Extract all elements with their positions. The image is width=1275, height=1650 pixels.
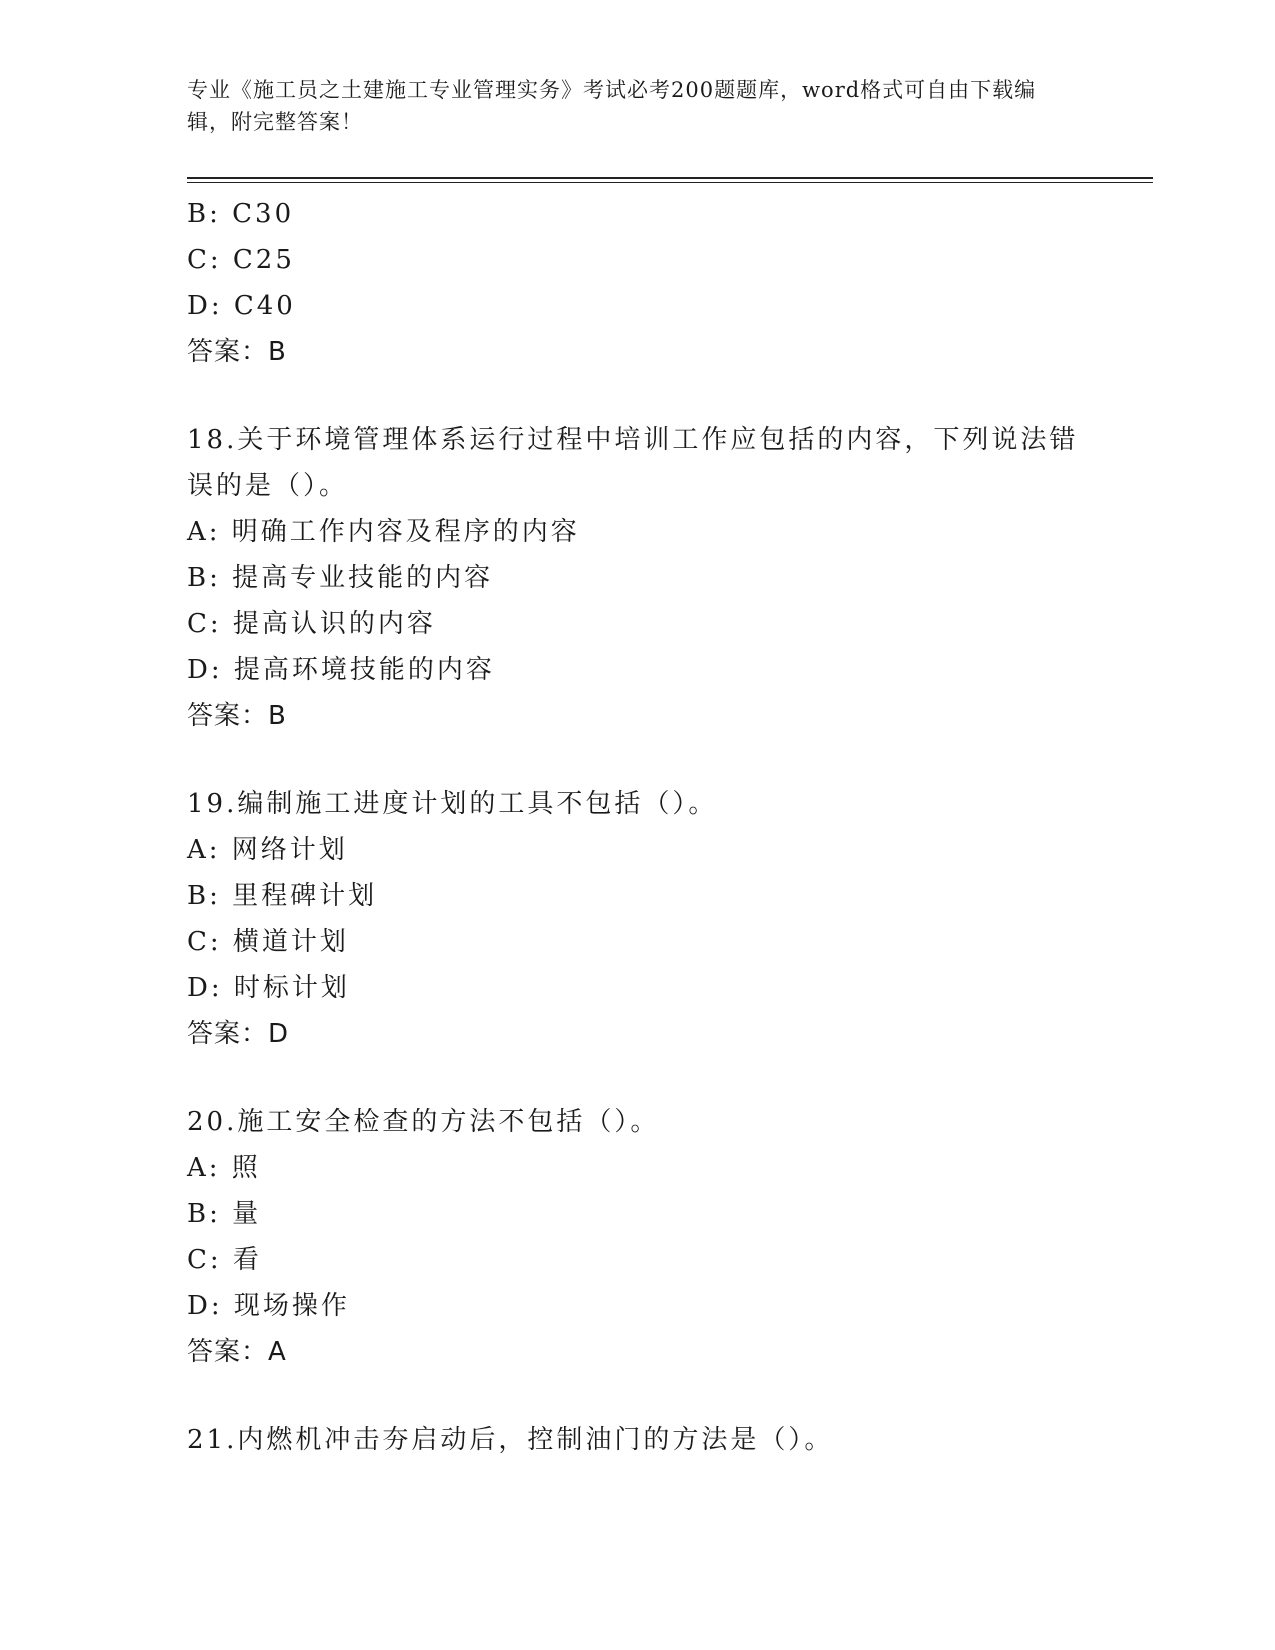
question-17-tail	[187, 191, 1087, 375]
answer-line: 答案：A	[187, 1337, 287, 1367]
header-rule-thin	[187, 182, 1153, 183]
option-b: B: C30	[187, 199, 295, 229]
option-d: D: 提高环境技能的内容	[187, 655, 495, 685]
question-stem: 18.关于环境管理体系运行过程中培训工作应包括的内容，下列说法错误的是（）。	[187, 425, 1079, 501]
answer-line: 答案：B	[187, 701, 287, 731]
option-c: C: C25	[187, 245, 295, 275]
document-body	[187, 191, 1087, 1463]
option-d: D: C40	[187, 291, 296, 321]
answer-line: 答案：D	[187, 1019, 290, 1049]
option-c: C: 看	[187, 1245, 262, 1275]
option-a: A: 明确工作内容及程序的内容	[187, 517, 580, 547]
option-b: B: 提高专业技能的内容	[187, 563, 494, 593]
question-21	[187, 1417, 1087, 1463]
question-20	[187, 1099, 1087, 1375]
option-d: D: 现场操作	[187, 1291, 350, 1321]
question-19	[187, 781, 1087, 1057]
question-stem: 19.编制施工进度计划的工具不包括（）。	[187, 789, 718, 819]
question-stem: 20.施工安全检查的方法不包括（）。	[187, 1107, 660, 1137]
option-c: C: 横道计划	[187, 927, 349, 957]
question-18	[187, 417, 1087, 739]
question-stem: 21.内燃机冲击夯启动后，控制油门的方法是（）。	[187, 1425, 834, 1455]
option-a: A: 照	[187, 1153, 261, 1183]
answer-line: 答案：B	[187, 337, 287, 367]
option-b: B: 量	[187, 1199, 262, 1229]
option-c: C: 提高认识的内容	[187, 609, 436, 639]
option-b: B: 里程碑计划	[187, 881, 378, 911]
option-d: D: 时标计划	[187, 973, 350, 1003]
document-header: 专业《施工员之土建施工专业管理实务》考试必考200题题库，word格式可自由下载编辑，附完整答案！	[187, 78, 1037, 134]
header-rule-thick	[187, 177, 1153, 179]
option-a: A: 网络计划	[187, 835, 348, 865]
